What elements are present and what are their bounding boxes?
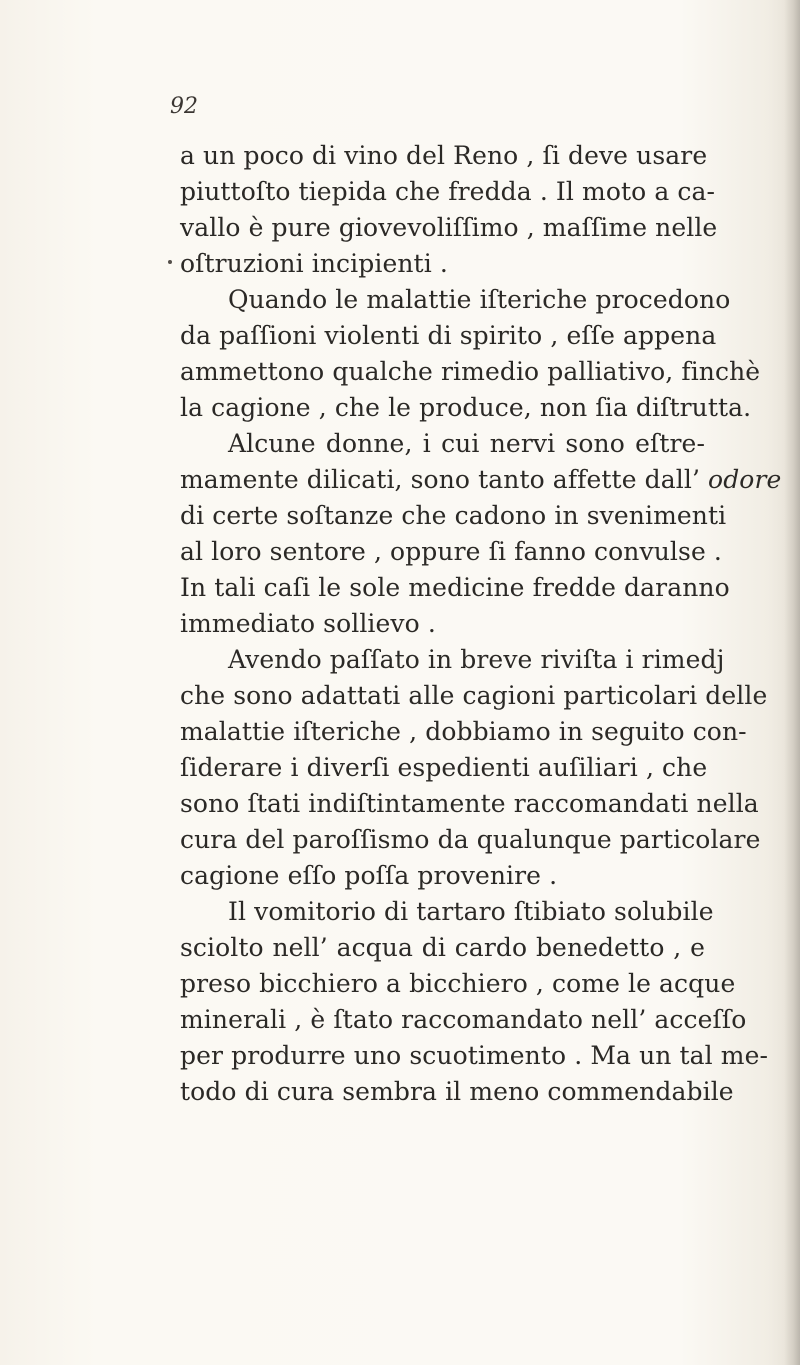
italic-word: odore xyxy=(708,465,782,494)
text-line xyxy=(180,678,768,714)
line-text: piuttoſto tiepida che fredda . Il moto a ca- xyxy=(180,177,716,206)
line-text: sciolto nell’ acqua di cardo benedetto , e xyxy=(180,933,705,962)
line-text: a un poco di vino del Reno , ſi deve usare xyxy=(180,141,708,170)
text-line xyxy=(180,570,730,606)
line-text: mamente dilicati, sono tanto affette dall’ xyxy=(180,465,709,494)
text-line xyxy=(180,894,714,930)
page-edge-shadow xyxy=(784,0,800,1365)
line-text: di certe soſtanze che cadono in svenimenti xyxy=(180,501,727,530)
line-text: ſiderare i diverſi espedienti auſiliari , che xyxy=(180,753,708,782)
body-text xyxy=(180,138,782,1110)
line-text: da paſſioni violenti di spirito , eſſe appena xyxy=(180,321,717,350)
line-text: ammettono qualche rimedio palliativo, finchè xyxy=(180,357,761,386)
line-text: preso bicchiero a bicchiero , come le acque xyxy=(180,969,736,998)
line-text: minerali , è ſtato raccomandato nell’ acceſſo xyxy=(180,1005,747,1034)
line-text: malattie iſteriche , dobbiamo in seguito con- xyxy=(180,717,747,746)
line-text: cagione eſſo poſſa provenire . xyxy=(180,861,558,890)
text-line xyxy=(180,318,717,354)
line-text: In tali caſi le sole medicine fredde daranno xyxy=(180,573,730,602)
text-line xyxy=(180,462,782,498)
text-line xyxy=(180,282,731,318)
text-line xyxy=(180,498,727,534)
line-text: cura del paroſſismo da qualunque particolare xyxy=(180,825,761,854)
text-line xyxy=(180,390,752,426)
line-text: immediato sollievo . xyxy=(180,609,436,638)
text-line xyxy=(180,1074,734,1110)
margin-mark xyxy=(168,260,172,264)
text-line xyxy=(180,138,708,174)
text-line xyxy=(180,714,747,750)
text-line xyxy=(180,246,705,282)
line-text: sono ſtati indiſtintamente raccomandati nella xyxy=(180,789,759,818)
text-line xyxy=(180,1038,769,1074)
text-line xyxy=(180,930,705,966)
line-text: todo di cura sembra il meno commendabile xyxy=(180,1077,734,1106)
line-text: la cagione , che le produce, non ſia diſtrutta. xyxy=(180,393,752,422)
text-line xyxy=(180,210,718,246)
line-text: vallo è pure giovevoliſſimo , maſſime nelle xyxy=(180,213,718,242)
text-line xyxy=(180,1002,747,1038)
text-line xyxy=(180,642,725,678)
line-text: che sono adattati alle cagioni particolari delle xyxy=(180,681,768,710)
line-text: Avendo paſſato in breve riviſta i rimedj xyxy=(228,645,725,674)
text-line xyxy=(180,750,708,786)
line-text: Quando le malattie iſteriche procedono xyxy=(228,285,731,314)
text-line xyxy=(180,174,716,210)
text-line xyxy=(180,354,761,390)
text-line xyxy=(180,822,761,858)
line-text: al loro sentore , oppure ſi fanno convulse . xyxy=(180,537,722,566)
line-text: per produrre uno scuotimento . Ma un tal me- xyxy=(180,1041,769,1070)
text-line xyxy=(180,786,759,822)
line-text: Alcune donne, i cui nervi sono eſtre- xyxy=(228,429,705,458)
text-line xyxy=(180,858,705,894)
text-line xyxy=(180,534,722,570)
line-text: Il vomitorio di tartaro ſtibiato solubile xyxy=(228,897,714,926)
text-line xyxy=(180,606,705,642)
page-number: 92 xyxy=(170,94,198,119)
text-line xyxy=(180,426,705,462)
text-line xyxy=(180,966,736,1002)
line-text: oſtruzioni incipienti . xyxy=(180,249,448,278)
